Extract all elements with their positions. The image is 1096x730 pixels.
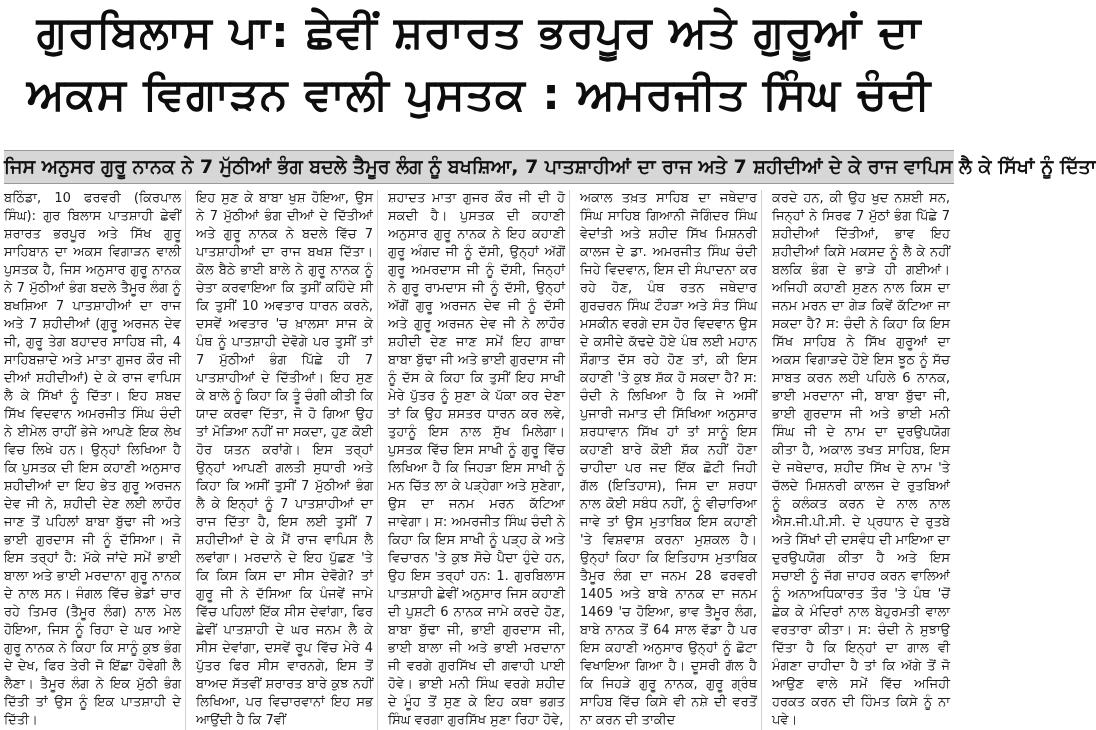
article-body [4, 190, 954, 728]
article-column-3 [388, 190, 570, 730]
article-column-4 [580, 190, 762, 730]
headline-line-2: ਅਕਸ ਵਿਗਾੜਨ ਵਾਲੀ ਪੁਸਤਕ : ਅਮਰਜੀਤ ਸਿੰਘ ਚੰਦੀ [26, 69, 932, 120]
column-text: ਕਰਦੇ ਹਨ, ਕੀ ਉਹ ਖੁਦ ਨਸ਼ਈ ਸਨ, ਜਿਨ੍ਹਾਂ ਨੇ ਸਿਰਫ 7 ਮੁੱਠਾਂ ਭੰਗ ਪਿੱਛੇ 7 ਸ਼ਹੀਦੀਆਂ ਦਿੱਤੀਆਂ, ਭਾਵ ਇਹ ਸ਼ਹੀਦੀਆਂ ਕਿਸੇ ਮਕਸਦ ਨੂੰ ਲੈ ਕੇ ਨਹੀਂ ਬਲਕਿ ਭੰਗ ਦੇ ਭਾੜੇ ਹੀ ਗਈਆਂ। ਅਜਿਹੀ ਕਹਾਣੀ ਸੁਣਨ ਨਾਲ ਕਿਸ ਦਾ ਜਨਮ ਮਰਨ ਦਾ ਗੇੜ ਕਿਵੇਂ ਕੱਟਿਆ ਜਾ ਸਕਦਾ ਹੈ? ਸ: ਚੰਦੀ ਨੇ ਕਿਹਾ ਕਿ ਇਸ ਸਿੱਖ ਸਾਹਿਬ ਨੇ ਸਿੱਖ ਗੁਰੂਆਂ ਦਾ ਅਕਸ ਵਿਗਾੜਦੇ ਹੋਏ ਇਸ ਝੂਠ ਨੂੰ ਸੱਚ ਸਾਬਤ ਕਰਨ ਲਈ ਪਹਿਲੇ 6 ਨਾਨਕ, ਭਾਈ ਮਰਦਾਨਾ ਜੀ, ਬਾਬਾ ਬੁੱਢਾ ਜੀ, ਭਾਈ ਗੁਰਦਾਸ ਜੀ ਅਤੇ ਭਾਈ ਮਨੀ ਸਿੰਘ ਜੀ ਦੇ ਨਾਮ ਦਾ ਦੁਰਉਪਯੋਗ ਕੀਤਾ ਹੈ, ਅਕਾਲ ਤਖਤ ਸਾਹਿਬ, ਇਸ ਦੇ ਜਥੇਦਾਰ, ਸ਼ਹੀਦ ਸਿੱਖ ਦੇ ਨਾਮ 'ਤੇ ਚੱਲਦੇ ਮਿਸ਼ਨਰੀ ਕਾਲਜ ਦੇ ਰੁਤਬਿਆਂ ਨੂੰ ਕਲੰਕਤ ਕਰਨ ਦੇ ਨਾਲ ਨਾਲ ਐਸ.ਜੀ.ਪੀ.ਸੀ. ਦੇ ਪ੍ਰਧਾਨ ਦੇ ਰੁਤਬੇ ਅਤੇ ਸਿੱਖਾਂ ਦੀ ਦਸਵੰਧ ਦੀ ਮਾਇਆ ਦਾ ਦੁਰਉਪਯੋਗ ਕੀਤਾ ਹੈ ਅਤੇ ਇਸ ਸਚਾਈ ਨੂੰ ਜੱਗ ਜ਼ਾਹਰ ਕਰਨ ਵਾਲਿਆਂ ਨੂੰ ਅਨਾਅਧਿਕਾਰਤ ਤੌਰ 'ਤੇ ਪੰਥ 'ਚੋਂ ਛੇਕ ਕੇ ਮੰਦਿਰਾਂ ਨਾਲ ਬੇਹੁਰਮਤੀ ਵਾਲਾ ਵਰਤਾਰਾ ਕੀਤਾ। ਸ: ਚੰਦੀ ਨੇ ਸੁਝਾਉ ਦਿੱਤਾ ਹੈ ਕਿ ਇਨ੍ਹਾਂ ਦਾ ਗਾਲ ਵੀ ਮੰਗਣਾ ਚਾਹੀਦਾ ਹੈ ਤਾਂ ਕਿ ਅੱਗੇ ਤੋਂ ਜੋ ਆਉਣ ਵਾਲੇ ਸਮੇਂ ਵਿੱਚ ਅਜਿਹੀ ਹਰਕਤ ਕਰਨ ਦੀ ਹਿੰਮਤ ਕਿਸੇ ਨੂੰ ਨਾ ਪਵੇ। [772, 191, 950, 728]
article-column-5 [772, 190, 954, 730]
subheadline: ਜਿਸ ਅਨੁਸਰ ਗੁਰੂ ਨਾਨਕ ਨੇ 7 ਮੁੱਠੀਆਂ ਭੰਗ ਬਦਲੇ ਤੈਮੂਰ ਲੰਗ ਨੂੰ ਬਖਸ਼ਿਆ, 7 ਪਾਤਸ਼ਾਹੀਆਂ ਦਾ ਰਾਜ ਅਤੇ 7 ਸ਼ਹੀਦੀਆਂ ਦੇ ਕੇ ਰਾਜ ਵਾਪਿਸ ਲੈ ਕੇ ਸਿੱਖਾਂ ਨੂੰ ਦਿੱਤਾ [4, 150, 954, 184]
article-column-2 [196, 190, 378, 730]
article-column-1 [4, 190, 186, 730]
column-text: ਬਠਿੰਡਾ, 10 ਫਰਵਰੀ (ਕਿਰਪਾਲ ਸਿੰਘ): ਗੁਰ ਬਿਲਾਸ ਪਾਤਸ਼ਾਹੀ ਛੇਵੀਂ ਸ਼ਰਾਰਤ ਭਰਪੂਰ ਅਤੇ ਸਿੱਖ ਗੁਰੂ ਸਾਹਿਬਾਨ ਦਾ ਅਕਸ ਵਿਗਾੜਨ ਵਾਲੀ ਪੁਸਤਕ ਹੈ, ਜਿਸ ਅਨੁਸਾਰ ਗੁਰੂ ਨਾਨਕ ਨੇ 7 ਮੁੱਠੀਆਂ ਭੰਗ ਬਦਲੇ ਤੈਮੂਰ ਲੰਗ ਨੂੰ ਬਖਸ਼ਿਆ 7 ਪਾਤਸ਼ਾਹੀਆਂ ਦਾ ਰਾਜ ਅਤੇ 7 ਸ਼ਹੀਦੀਆਂ (ਗੁਰੂ ਅਰਜਨ ਦੇਵ ਜੀ, ਗੁਰੂ ਤੇਗ ਬਹਾਦਰ ਸਾਹਿਬ ਜੀ, 4 ਸਾਹਿਬਜ਼ਾਦੇ ਅਤੇ ਮਾਤਾ ਗੁਜਰ ਕੌਰ ਜੀ ਦੀਆਂ ਸ਼ਹੀਦੀਆਂ) ਦੇ ਕੇ ਰਾਜ ਵਾਪਿਸ ਲੈ ਕੇ ਸਿੱਖਾਂ ਨੂੰ ਦਿੱਤਾ। ਇਹ ਸ਼ਬਦ ਸਿੱਖ ਵਿਦਵਾਨ ਅਮਰਜੀਤ ਸਿੰਘ ਚੰਦੀ ਨੇ ਈਮੇਲ ਰਾਹੀਂ ਭੇਜੇ ਆਪਣੇ ਇਕ ਲੇਖ ਵਿਚ ਲਿਖੇ ਹਨ। ਉਨ੍ਹਾਂ ਲਿਖਿਆ ਹੈ ਕਿ ਪੁਸਤਕ ਦੀ ਇਸ ਕਹਾਣੀ ਅਨੁਸਾਰ ਸ਼ਹੀਦੀਆਂ ਦਾ ਇਹ ਭੇਤ ਗੁਰੂ ਅਰਜਨ ਦੇਵ ਜੀ ਨੇ, ਸ਼ਹੀਦੀ ਦੇਣ ਲਈ ਲਾਹੌਰ ਜਾਣ ਤੋਂ ਪਹਿਲਾਂ ਬਾਬਾ ਬੁੱਢਾ ਜੀ ਅਤੇ ਭਾਈ ਗੁਰਦਾਸ ਜੀ ਨੂੰ ਦੱਸਿਆ। ਜੋ ਇਸ ਤਰ੍ਹਾਂ ਹੈ: ਮੱਕੇ ਜਾਂਦੇ ਸਮੇਂ ਭਾਈ ਬਾਲਾ ਅਤੇ ਭਾਈ ਮਰਦਾਨਾ ਗੁਰੂ ਨਾਨਕ ਦੇ ਨਾਲ ਸਨ। ਜੰਗਲ ਵਿੱਚ ਭੇਡਾਂ ਚਾਰ ਰਹੇ ਤਿਮਰ (ਤੈਮੂਰ ਲੰਗ) ਨਾਲ ਮੇਲ ਹੋਇਆ, ਜਿਸ ਨੂੰ ਰਿਹਾ ਦੇ ਘਰ ਆਏ ਗੁਰੂ ਨਾਨਕ ਨੇ ਕਿਹਾ ਕਿ ਸਾਨੂੰ ਕੁਝ ਭੰਗ ਦੇ ਦੇਖ, ਫਿਰ ਤੇਰੀ ਜੋ ਇੱਛਾ ਹੋਵੇਗੀ ਲੈ ਲੈਣਾ। ਤੈਮੂਰ ਲੰਗ ਨੇ ਇਕ ਮੁੱਠੀ ਭੰਗ ਦਿੱਤੀ ਤਾਂ ਉਸ ਨੂੰ ਇਕ ਪਾਤਸ਼ਾਹੀ ਦੇ ਦਿੱਤੀ। [4, 191, 181, 728]
column-text: ਇਹ ਸੁਣ ਕੇ ਬਾਬਾ ਖੁਸ਼ ਹੋਇਆ, ਉਸ ਨੇ 7 ਮੁੱਠੀਆਂ ਭੰਗ ਦੀਆਂ ਦੇ ਦਿੱਤੀਆਂ ਅਤੇ ਗੁਰੂ ਨਾਨਕ ਨੇ ਬਦਲੇ ਵਿੱਚ 7 ਪਾਤਸ਼ਾਹੀਆਂ ਦਾ ਰਾਜ ਬਖਸ਼ ਦਿੱਤਾ। ਕੋਲ ਬੈਠੇ ਭਾਈ ਬਾਲੇ ਨੇ ਗੁਰੂ ਨਾਨਕ ਨੂੰ ਚੇਤਾ ਕਰਵਾਇਆ ਕਿ ਤੁਸੀਂ ਕਹਿੰਦੇ ਸੀ ਕਿ ਤੁਸੀਂ 10 ਅਵਤਾਰ ਧਾਰਨ ਕਰਨੇ, ਦਸਵੇਂ ਅਵਤਾਰ 'ਚ ਖ਼ਾਲਸਾ ਸਾਜ ਕੇ ਪੰਥ ਨੂੰ ਪਾਤਸ਼ਾਹੀ ਦੇਵੋਗੇ ਪਰ ਤੁਸੀਂ ਤਾਂ 7 ਮੁੱਠੀਆਂ ਭੰਗ ਪਿੱਛੇ ਹੀ 7 ਪਾਤਸ਼ਾਹੀਆਂ ਦੇ ਦਿੱਤੀਆਂ। ਇਹ ਸੁਣ ਕੇ ਬਾਲੇ ਨੂੰ ਕਿਹਾ ਕਿ ਤੂੰ ਚੰਗੀ ਕੀਤੀ ਕਿ ਯਾਦ ਕਰਵਾ ਦਿੱਤਾ, ਜੋ ਹੋ ਗਿਆ ਉਹ ਤਾਂ ਮੋੜਿਆ ਨਹੀਂ ਜਾ ਸਕਦਾ, ਹੁਣ ਕੋਈ ਹੋਰ ਯਤਨ ਕਰਾਂਗੇ। ਇਸ ਤਰ੍ਹਾਂ ਉਨ੍ਹਾਂ ਆਪਣੀ ਗਲਤੀ ਸੁਧਾਰੀ ਅਤੇ ਕਿਹਾ ਕਿ ਅਸੀਂ ਤੁਸੀਂ 7 ਮੁੱਠੀਆਂ ਭੰਗ ਲੈ ਕੇ ਇਨ੍ਹਾਂ ਨੂੰ 7 ਪਾਤਸ਼ਾਹੀਆਂ ਦਾ ਰਾਜ ਦਿੱਤਾ ਹੈ, ਇਸ ਲਈ ਤੁਸੀਂ 7 ਸ਼ਹੀਦੀਆਂ ਦੇ ਕੇ ਮੈਂ ਰਾਜ ਵਾਪਿਸ ਲੈ ਲਵਾਂਗਾ। ਮਰਦਾਨੇ ਦੇ ਇਹ ਪੁੱਛਣ 'ਤੇ ਕਿ ਕਿਸ ਕਿਸ ਦਾ ਸੀਸ ਦੇਵੋਗੇ? ਤਾਂ ਗੁਰੂ ਜੀ ਨੇ ਦੱਸਿਆ ਕਿ ਪੰਜਵੇਂ ਜਾਮੇ ਵਿੱਚ ਪਹਿਲਾਂ ਇੱਕ ਸੀਸ ਦੇਵਾਂਗਾ, ਫਿਰ ਛੇਵੀਂ ਪਾਤਸ਼ਾਹੀ ਦੇ ਘਰ ਜਨਮ ਲੈ ਕੇ ਸੀਸ ਦੇਵਾਂਗਾ, ਦਸਵੇਂ ਰੂਪ ਵਿੱਚ ਮੇਰੇ 4 ਪੁੱਤਰ ਫਿਰ ਸੀਸ ਵਾਰਨਗੇ, ਇਸ ਤੋਂ ਬਾਅਦ ਸੱਤਵੀਂ ਸ਼ਰਾਰਤ ਬਾਰੇ ਕੁਝ ਨਹੀਂ ਲਿਖਿਆ, ਪਰ ਵਿਚਾਰਵਾਨਾਂ ਇਹ ਸਭ ਆਉਂਦੀ ਹੈ ਕਿ 7ਵੀਂ [196, 191, 373, 728]
headline-line-1: ਗੁਰਬਿਲਾਸ ਪਾ: ਛੇਵੀਂ ਸ਼ਰਾਰਤ ਭਰਪੂਰ ਅਤੇ ਗੁਰੂਆਂ ਦਾ [36, 7, 922, 58]
column-text: ਸ਼ਹਾਦਤ ਮਾਤਾ ਗੁਜਰ ਕੌਰ ਜੀ ਦੀ ਹੋ ਸਕਦੀ ਹੈ। ਪੁਸਤਕ ਦੀ ਕਹਾਣੀ ਅਨੁਸਾਰ ਗੁਰੂ ਨਾਨਕ ਨੇ ਇਹ ਕਹਾਣੀ ਗੁਰੂ ਅੰਗਦ ਜੀ ਨੂੰ ਦੱਸੀ, ਉਨ੍ਹਾਂ ਅੱਗੋਂ ਗੁਰੂ ਅਮਰਦਾਸ ਜੀ ਨੂੰ ਦੱਸੀ, ਜਿਨ੍ਹਾਂ ਨੇ ਗੁਰੂ ਰਾਮਦਾਸ ਜੀ ਨੂੰ ਦੱਸੀ, ਉਨ੍ਹਾਂ ਅੱਗੋਂ ਗੁਰੂ ਅਰਜਨ ਦੇਵ ਜੀ ਨੂੰ ਦੱਸੀ ਅਤੇ ਗੁਰੂ ਅਰਜਨ ਦੇਵ ਜੀ ਨੇ ਲਾਹੌਰ ਸ਼ਹੀਦੀ ਦੇਣ ਜਾਣ ਸਮੇਂ ਇਹ ਗਾਥਾ ਬਾਬਾ ਬੁੱਢਾ ਜੀ ਅਤੇ ਭਾਈ ਗੁਰਦਾਸ ਜੀ ਨੂੰ ਦੱਸ ਕੇ ਕਿਹਾ ਕਿ ਤੁਸੀਂ ਇਹ ਸਾਖੀ ਮੇਰੇ ਪੁੱਤਰ ਨੂੰ ਸੁਣਾ ਕੇ ਪੱਕਾ ਕਰ ਦੇਣਾ ਤਾਂ ਕਿ ਉਹ ਸ਼ਸਤਰ ਧਾਰਨ ਕਰ ਲਵੇ, ਤੁਹਾਨੂੰ ਇਸ ਨਾਲ ਸੁੱਖ ਮਿਲੇਗਾ। ਪੁਸਤਕ ਵਿੱਚ ਇਸ ਸਾਖੀ ਨੂੰ ਗੁਰੂ ਵਿੱਚ ਲਿਖਿਆ ਹੈ ਕਿ ਜਿਹੜਾ ਇਸ ਸਾਖੀ ਨੂੰ ਮਨ ਚਿੱਤ ਲਾ ਕੇ ਪੜ੍ਹੇਗਾ ਅਤੇ ਸੁਣੇਗਾ, ਉਸ ਦਾ ਜਨਮ ਮਰਨ ਕੱਟਿਆ ਜਾਵੇਗਾ। ਸ: ਅਮਰਜੀਤ ਸਿੰਘ ਚੰਦੀ ਨੇ ਕਿਹਾ ਕਿ ਇਸ ਸਾਖੀ ਨੂੰ ਪੜ੍ਹ ਕੇ ਅਤੇ ਵਿਚਾਰਨ 'ਤੇ ਕੁਝ ਸੋਚੇ ਪੈਦਾ ਹੁੰਦੇ ਹਨ, ਉਹ ਇਸ ਤਰ੍ਹਾਂ ਹਨ: 1. ਗੁਰਬਿਲਾਸ ਪਾਤਸ਼ਾਹੀ ਛੇਵੀਂ ਅਨੁਸਾਰ ਜਿਸ ਕਹਾਣੀ ਦੀ ਪੁਸ਼ਟੀ 6 ਨਾਨਕ ਜਾਮੇ ਕਰਦੇ ਹੋਣ, ਬਾਬਾ ਬੁੱਢਾ ਜੀ, ਭਾਈ ਗੁਰਦਾਸ ਜੀ, ਭਾਈ ਬਾਲਾ ਜੀ ਅਤੇ ਭਾਈ ਮਰਦਾਨਾ ਜੀ ਵਰਗੇ ਗੁਰਸਿੱਖ ਦੀ ਗਵਾਹੀ ਪਾਈ ਹੋਵੇ। ਭਾਈ ਮਨੀ ਸਿੰਘ ਵਰਗੇ ਸ਼ਹੀਦ ਦੇ ਮੂੰਹ ਤੋਂ ਸੁਣ ਕੇ ਇਹ ਕਥਾ ਭਗਤ ਸਿੰਘ ਵਰਗਾ ਗੁਰਸਿੱਖ ਸੁਣਾ ਰਿਹਾ ਹੋਵੇ, [388, 191, 565, 728]
column-text: ਅਕਾਲ ਤਖ਼ਤ ਸਾਹਿਬ ਦਾ ਜਥੇਦਾਰ ਸਿੰਘ ਸਾਹਿਬ ਗਿਆਨੀ ਜੋਗਿੰਦਰ ਸਿੰਘ ਵੇਦਾਂਤੀ ਅਤੇ ਸ਼ਹੀਦ ਸਿੱਖ ਮਿਸ਼ਨਰੀ ਕਾਲਜ ਦੇ ਡਾ. ਅਮਰਜੀਤ ਸਿੰਘ ਚੰਦੀ ਜਿਹੇ ਵਿਦਵਾਨ, ਇਸ ਦੀ ਸੰਪਾਦਨਾ ਕਰ ਰਹੇ ਹੋਣ, ਪੰਥ ਰਤਨ ਜਥੇਦਾਰ ਗੁਰਚਰਨ ਸਿੰਘ ਟੌਹੜਾ ਅਤੇ ਸੰਤ ਸਿੰਘ ਮਸਕੀਨ ਵਰਗੇ ਦਸ ਹੋਰ ਵਿਦਵਾਨ ਉਸ ਦੇ ਕਸੀਦੇ ਕੱਢਦੇ ਹੋਏ ਪੰਥ ਲਈ ਮਹਾਨ ਸੌਗਾਤ ਦੱਸ ਰਹੇ ਹੋਣ ਤਾਂ, ਕੀ ਇਸ ਕਹਾਣੀ 'ਤੇ ਕੁਝ ਸ਼ੱਕ ਹੋ ਸਕਦਾ ਹੈ? ਸ: ਚੰਦੀ ਨੇ ਲਿਖਿਆ ਹੈ ਕਿ ਜੇ ਅਸੀਂ ਪੁਜਾਰੀ ਜਮਾਤ ਦੀ ਸਿੱਖਿਆ ਅਨੁਸਾਰ ਸ਼ਰਧਾਵਾਨ ਸਿੱਖ ਹਾਂ ਤਾਂ ਸਾਨੂੰ ਇਸ ਕਹਾਣੀ ਬਾਰੇ ਕੋਈ ਸ਼ੱਕ ਨਹੀਂ ਹੋਣਾ ਚਾਹੀਦਾ ਪਰ ਜਦ ਇੱਕ ਛੋਟੀ ਜਿਹੀ ਗੱਲ (ਇਤਿਹਾਸ), ਜਿਸ ਦਾ ਸ਼ਰਧਾ ਨਾਲ ਕੋਈ ਸਬੰਧ ਨਹੀਂ, ਨੂੰ ਵੀਚਾਰਿਆ ਜਾਵੇ ਤਾਂ ਉਸ ਮੁਤਾਬਿਕ ਇਸ ਕਹਾਣੀ 'ਤੇ ਵਿਸ਼ਵਾਸ਼ ਕਰਨਾ ਮੁਸ਼ਕਲ ਹੈ। ਉਨ੍ਹਾਂ ਕਿਹਾ ਕਿ ਇਤਿਹਾਸ ਮੁਤਾਬਿਕ ਤੈਮੂਰ ਲੰਗ ਦਾ ਜਨਮ 28 ਫਰਵਰੀ 1405 ਅਤੇ ਬਾਬੇ ਨਾਨਕ ਦਾ ਜਨਮ 1469 'ਚ ਹੋਇਆ, ਭਾਵ ਤੈਮੂਰ ਲੰਗ, ਬਾਬੇ ਨਾਨਕ ਤੋਂ 64 ਸਾਲ ਵੱਡਾ ਹੈ ਪਰ ਇਸ ਕਹਾਣੀ ਅਨੁਸਾਰ ਉਨ੍ਹਾਂ ਨੂੰ ਛੋਟਾ ਵਿਖਾਇਆ ਗਿਆ ਹੈ। ਦੂਸਰੀ ਗੱਲ ਹੈ ਕਿ ਜਿਹੜੇ ਗੁਰੂ ਨਾਨਕ, ਗੁਰੂ ਗ੍ਰੰਥ ਸਾਹਿਬ ਵਿੱਚ ਕਿਸੇ ਵੀ ਨਸ਼ੇ ਦੀ ਵਰਤੋਂ ਨਾ ਕਰਨ ਦੀ ਤਾਕੀਦ [580, 191, 757, 728]
